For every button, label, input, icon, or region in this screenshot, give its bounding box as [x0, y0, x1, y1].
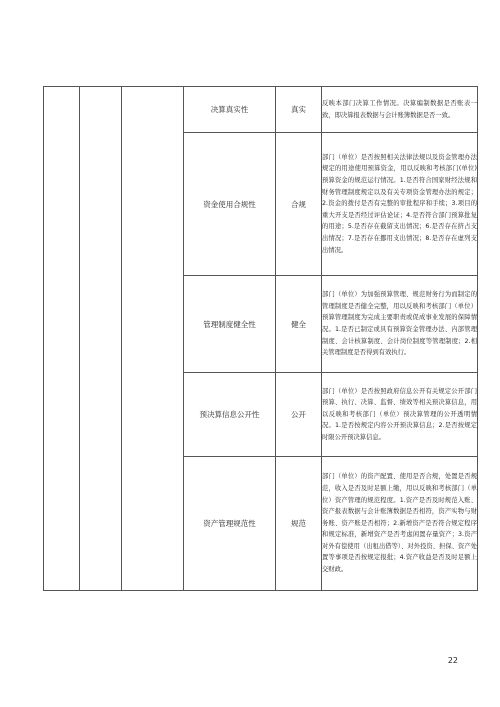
indicator-requirement: 规范: [276, 457, 322, 591]
evaluation-table: [43, 86, 478, 591]
indicator-description: 部门（单位）是否按照相关法律法规以及资金管理办法规定的用途使用预算资金，用以反映和考核部门(单位)预算资金的规范运行情况。1.是否符合国家财经法规和财务管理制度规定以及有关专项资金管理办法的规定；2.资金的拨付是否有完整的审批程序和手续；3.项目的重大开支是否经过评估论证；4.是否符合部门预算批复的用途；5.是否存在截留支出情况；6.是否存在挤占支出情况；7.是否存在挪用支出情况；8.是否存在虚列支出情况。: [322, 133, 478, 276]
table-row: [44, 87, 478, 133]
indicator-name: 预决算信息公开性: [184, 373, 276, 457]
level3-cell: [122, 87, 184, 591]
page-number: 22: [447, 656, 458, 665]
indicator-description: 部门（单位）为加强预算管理、规范财务行为而制定的管理制度是否健全完整，用以反映和考核部门（单位）预算管理制度为完成主要职责或促成事业发展的保障情况。1.是否已制定或具有预算资金管理办法、内部管理制度、会计核算制度、会计岗位制度等管理制度；2.相关管理制度是否得到有效执行。: [322, 276, 478, 373]
indicator-requirement: 真实: [276, 87, 322, 133]
indicator-requirement: 公开: [276, 373, 322, 457]
indicator-requirement: 合规: [276, 133, 322, 276]
indicator-name: 管理制度健全性: [184, 276, 276, 373]
indicator-name: 资产管理规范性: [184, 457, 276, 591]
indicator-requirement: 健全: [276, 276, 322, 373]
level2-cell: [80, 87, 122, 591]
level1-cell: [44, 87, 80, 591]
indicator-description: 部门（单位）的资产配置、使用是否合规，处置是否规范，收入是否及时足额上缴，用以反映和考核部门（单位）资产管理的规范程度。1.资产是否及时规范入账、资产报表数据与会计账簿数据是否相符，资产实物与财务账、资产账是否相符；2.新增资产是否符合规定程序和规定标准，新增资产是否考虑闲置存量资产；3.资产对外有偿使用（出租出借等）、对外投资、担保、资产处置等事项是否按规定报批；4.资产收益是否及时足额上交财政。: [322, 457, 478, 591]
indicator-name: 资金使用合规性: [184, 133, 276, 276]
indicator-description: 部门（单位）是否按照政府信息公开有关规定公开部门预算、执行、决算、监督、绩效等相关预决算信息，用以反映和考核部门（单位）预决算管理的公开透明情况。1.是否按规定内容公开预决算信息；2.是否按规定时限公开预决算信息。: [322, 373, 478, 457]
indicator-name: 决算真实性: [184, 87, 276, 133]
indicator-description: 反映本部门决算工作情况。决算编制数据是否账表一致，即决算报表数据与会计账簿数据是否一致。: [322, 87, 478, 133]
